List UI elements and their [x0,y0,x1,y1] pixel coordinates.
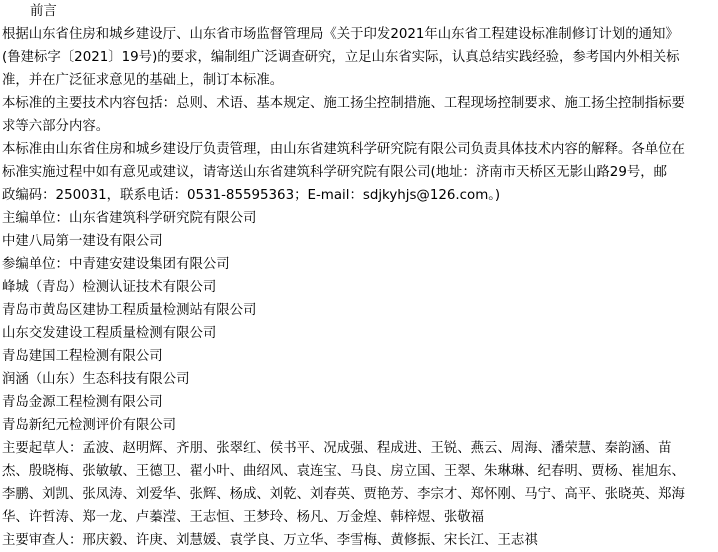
text-line: 政编码：250031，联系电话：0531-85595363；E-mail：sdjkyhjs@126.com。) [2,188,501,203]
organization-line: 青岛市黄岛区建协工程质量检测站有限公司 [2,303,257,318]
organization-line: 润涵（山东）生态科技有限公司 [2,372,190,387]
text-line: 标准实施过程中如有意见或建议，请寄送山东省建筑科学研究院有限公司(地址：济南市天桥区无影山路29号，邮 [2,165,668,180]
text-line: 本标准的主要技术内容包括：总则、术语、基本规定、施工扬尘控制措施、工程现场控制要求、施工扬尘控制指标要 [2,96,685,111]
organization-line: 山东交发建设工程质量检测有限公司 [2,326,217,341]
text-line: 求等六部分内容。 [2,119,110,134]
organization-line: 峰城（青岛）检测认证技术有限公司 [2,280,217,295]
text-line: 准，并在广泛征求意见的基础上，制订本标准。 [2,73,284,88]
organization-line: 青岛新纪元检测评价有限公司 [2,418,177,433]
organization-line: 青岛金源工程检测有限公司 [2,395,163,410]
main-drafters: 主要起草人：孟波、赵明辉、齐朋、张翠红、侯书平、况成强、程成进、王锐、燕云、周海、潘荣慧、秦韵涵、苗 [2,441,672,456]
participating-unit: 参编单位：中青建安建设集团有限公司 [2,257,230,272]
text-line: 本标准由山东省住房和城乡建设厅负责管理，由山东省建筑科学研究院有限公司负责具体技术内容的解释。各单位在 [2,142,685,157]
organization-line: 青岛建国工程检测有限公司 [2,349,163,364]
organization-line: 中建八局第一建设有限公司 [2,234,163,249]
text-line: (鲁建标字〔2021〕19号)的要求，编制组广泛调查研究，立足山东省实际，认真总结实践经验，参考国内外相关标 [2,50,680,65]
text-line: 根据山东省住房和城乡建设厅、山东省市场监督管理局《关于印发2021年山东省工程建设标准制修订计划的通知》 [2,27,679,42]
drafters-line: 李鹏、刘凯、张凤涛、刘爱华、张辉、杨成、刘乾、刘春英、贾艳芳、李宗才、郑怀刚、马宁、高平、张晓英、郑海 [2,487,685,502]
main-reviewers: 主要审查人：邢庆毅、许庚、刘慧媛、袁学良、万立华、李雪梅、黄修振、宋长江、王志祺 [2,533,538,548]
chief-editor-unit: 主编单位：山东省建筑科学研究院有限公司 [2,211,257,226]
preface-heading: 前言 [30,4,57,19]
drafters-line: 华、许哲涛、郑一龙、卢蓁滢、王志恒、王梦玲、杨凡、万金煌、韩梓煜、张敬福 [2,510,485,525]
drafters-line: 杰、殷晓梅、张敏敏、王德卫、翟小叶、曲绍风、袁连宝、马良、房立国、王翠、朱琳琳、纪春明、贾杨、崔旭东、 [2,464,685,479]
